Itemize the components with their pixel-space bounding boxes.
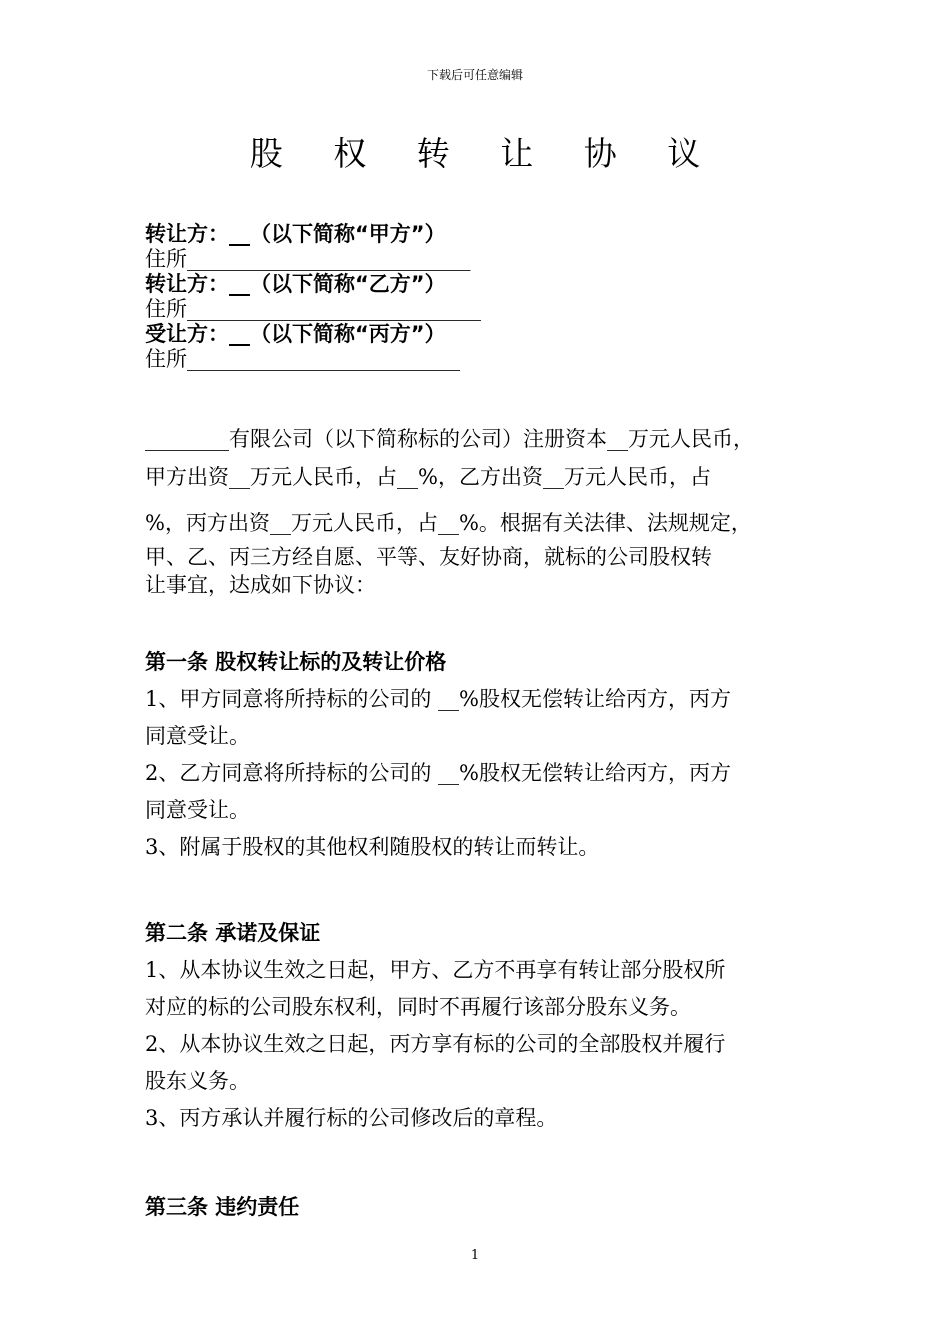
- section-1-item: 同意受让。: [145, 798, 250, 822]
- section-2-item: 3、丙方承认并履行标的公司修改后的章程。: [145, 1106, 558, 1130]
- party-c-label: 受让方：__（以下简称“丙方”）: [145, 322, 446, 346]
- section-1-item: 1、甲方同意将所持标的公司的 __%股权无偿转让给丙方，丙方: [145, 687, 731, 711]
- parties-block: [145, 222, 815, 372]
- party-b-address: 住所____________________________: [145, 297, 481, 321]
- party-a-address: 住所___________________________: [145, 247, 471, 271]
- section-1: [145, 644, 815, 866]
- intro-paragraph: [145, 420, 815, 598]
- section-2-item: 股东义务。: [145, 1069, 250, 1093]
- party-c-address: 住所__________________________: [145, 347, 460, 371]
- section-1-title: 第一条 股权转让标的及转让价格: [145, 650, 447, 674]
- intro-line: 甲、乙、丙三方经自愿、平等、友好协商，就标的公司股权转: [145, 545, 712, 569]
- section-1-item: 2、乙方同意将所持标的公司的 __%股权无偿转让给丙方，丙方: [145, 761, 731, 785]
- section-1-item: 同意受让。: [145, 724, 250, 748]
- page-number: 1: [470, 1248, 480, 1263]
- document-title: 股 权 转 让 协 议: [249, 134, 721, 173]
- section-2-title: 第二条 承诺及保证: [145, 921, 321, 945]
- intro-line: 让事宜，达成如下协议：: [145, 573, 376, 597]
- section-2-item: 2、从本协议生效之日起，丙方享有标的公司的全部股权并履行: [145, 1032, 726, 1056]
- intro-line: ________有限公司（以下简称标的公司）注册资本__万元人民币，: [145, 427, 754, 451]
- page-header: 下载后可任意编辑: [426, 68, 523, 82]
- section-3-title: 第三条 违约责任: [145, 1195, 300, 1219]
- party-b-label: 转让方：__（以下简称“乙方”）: [145, 272, 446, 296]
- intro-line: %，丙方出资__万元人民币，占__%。根据有关法律、法规规定，: [145, 511, 752, 535]
- section-2: [145, 915, 815, 1137]
- section-2-item: 对应的标的公司股东权利，同时不再履行该部分股东义务。: [145, 995, 691, 1019]
- section-1-item: 3、附属于股权的其他权利随股权的转让而转让。: [145, 835, 600, 859]
- section-2-item: 1、从本协议生效之日起，甲方、乙方不再享有转让部分股权所: [145, 958, 726, 982]
- intro-line: 甲方出资__万元人民币，占__%，乙方出资__万元人民币，占: [145, 465, 711, 489]
- section-3: [145, 1189, 815, 1226]
- party-a-label: 转让方：__（以下简称“甲方”）: [145, 222, 446, 246]
